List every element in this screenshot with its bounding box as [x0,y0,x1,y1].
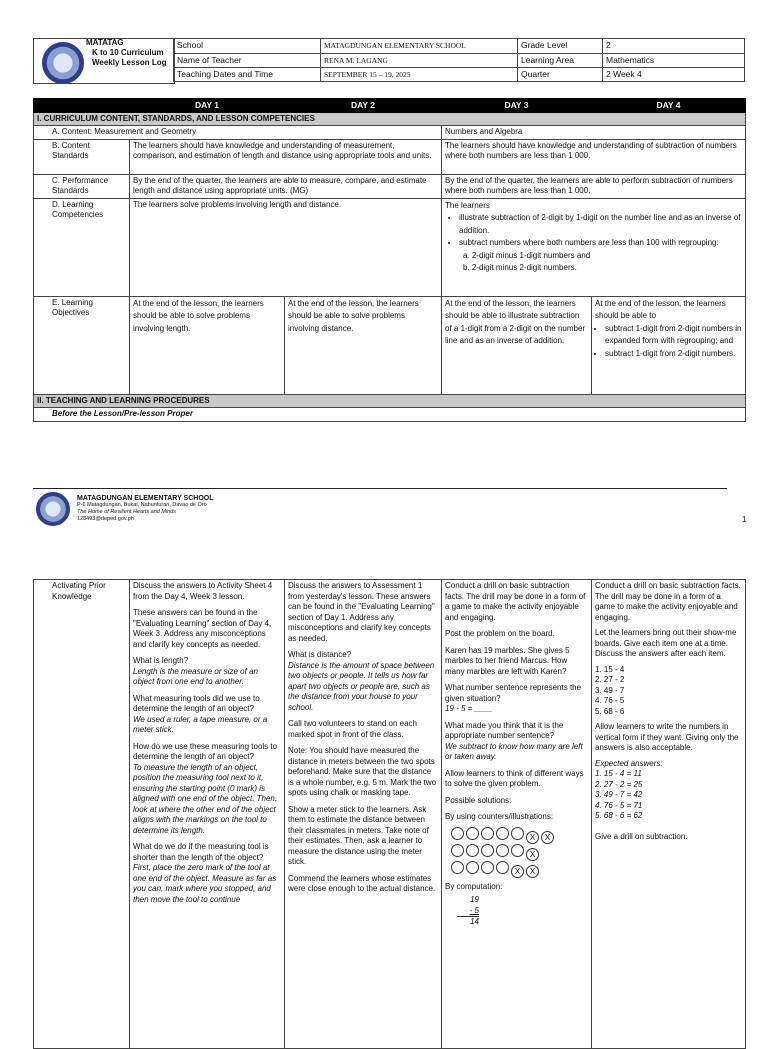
content-a-label: A. Content: Measurement and Geometry [34,126,442,140]
activating-paragraph: 19 - 5 = ____ [445,704,493,713]
d4-answer: 5. 68 - 6 = 62 [595,811,643,820]
grade-level-label: Grade Level [518,39,603,54]
d4-item: 1. 15 - 4 [595,664,625,674]
objective-day-3: At the end of the lesson, the learners should be able to illustrate subtraction of a 1-digit from a 2-digit on the number line and as an inverse of addition. [442,296,592,394]
activating-paragraph: Note: You should have measured the distance in meters between the two spots beforehand. Make sure that the distance is a whole number, e.g. 5 m. Mark the two spots using chalk or masking tape. [288,746,437,797]
d4-answer-list [595,769,742,822]
minuend: 19 [470,895,479,904]
d-right-bullet-2: • subtract numbers where both numbers are less than 100 with regrouping: [459,237,742,250]
activating-paragraph: Karen has 19 marbles. She gives 5 marbles to her friend Marcus. How many marbles are left with Karen? [445,645,570,676]
d-right-bullet-1: • illustrate subtraction of 2-digit by 1-digit on the number line and as an inverse of addition. [459,212,742,237]
activating-paragraph: We used a ruler, a tape measure, or a meter stick. [133,714,268,734]
crossed-counter-icon: X [541,831,554,844]
dates-value: SEPTEMBER 15 – 19, 2025 [321,68,518,82]
learning-area-value: Mathematics [603,54,745,68]
logo-box [33,38,175,84]
school-value: MATAGDUNGAN ELEMENTARY SCHOOL [321,39,518,54]
counter-icon [451,827,464,840]
objective-day-4-intro: At the end of the lesson, the learners should be able to [595,298,726,320]
counter-icon [496,844,509,857]
logo-line-2: K to 10 Curriculum [92,48,164,57]
content-e-label: E. Learning Objectives [34,296,130,394]
learning-area-label: Learning Area [518,54,603,68]
quarter-value: 2 Week 4 [603,68,745,82]
grade-level-value: 2 [603,39,745,54]
d4-p3: Allow learners to write the numbers in vertical form if they want. Giving only the answers is also acceptable. [595,722,739,752]
day-header-1: DAY 1 [130,99,285,113]
activating-paragraph: Conduct a drill on basic subtraction facts. The drill may be done in a form of a game to make the activity enjoyable and engaging. [445,581,586,622]
before-lesson-heading: Before the Lesson/Pre-lesson Proper [34,408,746,422]
objective-day-4-list [595,323,742,361]
d4-answer: 1. 15 - 4 = 11 [595,769,642,778]
activating-paragraph: These answers can be found in the "Evaluating Learning" section of Day 4, Week 3. Address any misconceptions and clarify key concepts as needed. [133,608,272,649]
logo-line-3: Weekly Lesson Log [92,58,167,67]
content-b-label: B. Content Standards [34,139,130,174]
d4-item: 5. 68 - 6 [595,706,625,716]
crossed-counter-icon: X [511,865,524,878]
activating-paragraph: Allow learners to think of different ways to solve the given problem. [445,768,584,788]
d4-answer: 3. 49 - 7 = 42 [595,790,643,799]
activating-paragraph: What number sentence represents the given situation? [445,683,582,703]
activating-paragraph: We subtract to know how many are left or taken away. [445,741,583,761]
d-right-list [445,212,742,250]
header-info-table [173,38,745,82]
quarter-label: Quarter [518,68,603,82]
teacher-value: RENA M. LAGANG [321,54,518,68]
activating-table [33,579,746,1049]
content-b-right: The learners should have knowledge and understanding of subtraction of numbers where both numbers are less than 1 000. [442,139,746,174]
content-a-right: Numbers and Algebra [442,126,746,140]
counter-icon [466,827,479,840]
objective-day-4 [592,296,746,394]
counter-icon [481,861,494,874]
footer-school-name: MATAGDUNGAN ELEMENTARY SCHOOL [77,495,214,502]
day-header-4: DAY 4 [592,99,746,113]
activating-paragraph: Post the problem on the board. [445,629,555,638]
footer-rule [33,488,727,489]
content-c-left: By the end of the quarter, the learners are able to measure, compare, and estimate length and distance using appropriate units. (MG) [130,174,442,198]
activating-paragraph: What is distance? [288,650,352,659]
objective-day-4-bullet-2: • subtract 1-digit from 2-digit numbers. [605,348,742,361]
activating-paragraph: Show a meter stick to the learners. Ask them to estimate the distance between their classmates in meters. Take note of their estimates. Then, ask a learner to measure the distance using the meter stick. [288,804,429,866]
activating-paragraph: Call two volunteers to stand on each marked spot in front of the class. [288,719,417,739]
day-header-3: DAY 3 [442,99,592,113]
counter-icon [451,844,464,857]
page-number: 1 [742,515,747,524]
day-header-blank [34,99,130,113]
activating-paragraph: To measure the length of an object, position the measuring tool next to it, ensuring the starting point (0 mark) is aligned with one end of the object. Then, look at where the other end of the object aligns with the markings on the tool to determine its length. [133,762,278,835]
crossed-counter-icon: X [526,848,539,861]
activating-paragraph: Commend the learners whose estimates were close enough to the actual distance. [288,873,436,893]
activating-day-4 [592,580,746,1049]
difference: 14 [470,917,479,926]
activating-day-2 [285,580,442,1049]
d4-item: 2. 27 - 2 [595,675,625,684]
content-d-right [442,198,746,296]
counter-icon [481,844,494,857]
counters-illustration [451,827,588,878]
activating-paragraph: What do we do if the measuring tool is shorter than the length of the object? [133,842,269,862]
activating-paragraph: By using counters/illustrations: [445,812,554,821]
activating-paragraph: First, place the zero mark of the tool at one end of the object. Measure as far as you can, mark where you stopped, and then move the tool to continue [133,863,277,904]
counter-icon [496,861,509,874]
d4-final: Give a drill on subtraction. [595,831,688,841]
content-c-label: C. Performance Standards [34,174,130,198]
content-d-label: D. Learning Competencies [34,198,130,296]
section-2-heading: II. TEACHING AND LEARNING PROCEDURES [34,394,746,408]
content-d-left: The learners solve problems involving length and distance. [130,198,442,296]
content-c-right: By the end of the quarter, the learners are able to perform subtraction of numbers where both numbers are less than 1 000. [442,174,746,198]
d4-answer: 4. 76 - 5 = 71 [595,800,643,810]
activating-paragraph: Discuss the answers to Activity Sheet 4 from the Day 4, Week 3 lesson. [133,581,273,601]
activating-paragraph: Discuss the answers to Assessment 1 from yesterday's lesson. These answers can be found in the "Evaluating Learning" section of Day 1. Address any misconceptions and clarify key concepts as needed. [288,581,435,643]
counter-icon [511,827,524,840]
crossed-counter-icon: X [526,831,539,844]
activating-day-3 [442,580,592,1049]
counter-icon [511,844,524,857]
subtrahend: - 5 [457,906,479,918]
section-1-heading: I. CURRICULUM CONTENT, STANDARDS, AND LESSON COMPETENCIES [34,112,746,126]
activating-paragraph: Distance is the amount of space between two objects or people. It tells us how far apart two objects or people are, such as the distance from your house to your school. [288,660,435,712]
counter-icon [496,827,509,840]
activating-paragraph: How do we use these measuring tools to determine the length of an object? [133,741,278,761]
activating-paragraph: What is length? [133,656,189,665]
d4-intro: Conduct a drill on basic subtraction facts. The drill may be done in a form of a game to make the activity enjoyable and engaging. [595,581,741,622]
counter-icon [481,827,494,840]
dates-label: Teaching Dates and Time [174,68,321,82]
objective-day-2: At the end of the lesson, the learners should be able to solve problems involving distance. [285,296,442,394]
d-right-intro: The learners [445,200,490,210]
d4-answer: 2. 27 - 2 = 25 [595,779,643,789]
teacher-label: Name of Teacher [174,54,321,68]
activating-paragraph: What measuring tools did we use to determine the length of an object? [133,693,260,713]
d4-item: 3. 49 - 7 [595,685,625,695]
activating-paragraph: Length is the measure or size of an object from one end to another. [133,666,258,686]
objective-day-4-bullet-1: • subtract 1-digit from 2-digit numbers in expanded form with regrouping; and [605,323,742,348]
activating-paragraph: Possible solutions: [445,795,512,805]
activating-paragraph: What made you think that it is the appropriate number sentence? [445,720,564,740]
school-label: School [174,39,321,54]
lesson-table [33,98,746,422]
activating-day-1 [130,580,285,1049]
content-b-left: The learners should have knowledge and understanding of measurement, comparison, and estimation of length and distance using appropriate tools and units. [130,139,442,174]
vertical-subtraction [457,895,479,928]
day-header-2: DAY 2 [285,99,442,113]
d-right-sub-a: a. 2-digit minus 1-digit numbers and [463,250,591,260]
d4-item-list [595,665,742,718]
activating-label: Activating Prior Knowledge [34,580,130,1049]
crossed-counter-icon: X [526,865,539,878]
school-logo-icon [36,492,70,526]
counter-icon [466,861,479,874]
footer-motto: The Home of Resilient Hearts and Minds [77,509,177,515]
d4-item: 4. 76 - 5 [595,696,625,705]
footer-email: 128493@deped.gov.ph [77,516,134,522]
footer-text [77,495,214,523]
counter-icon [451,861,464,874]
footer-address: P-6 Matagdungan, Bukal, Nabunturan, Davao de Oro [77,502,207,508]
computation-label: By computation: [445,881,503,891]
d4-expected-label: Expected answers: [595,758,663,768]
d-right-sub-b: b. 2-digit minus 2-digit numbers. [463,263,577,272]
counter-icon [466,844,479,857]
logo-line-1: MATATAG [86,38,124,47]
d4-p2: Let the learners bring out their show-me boards. Give each item one at a time. Discuss the answers after each item. [595,628,737,658]
objective-day-1: At the end of the lesson, the learners should be able to solve problems involving length. [130,296,285,394]
